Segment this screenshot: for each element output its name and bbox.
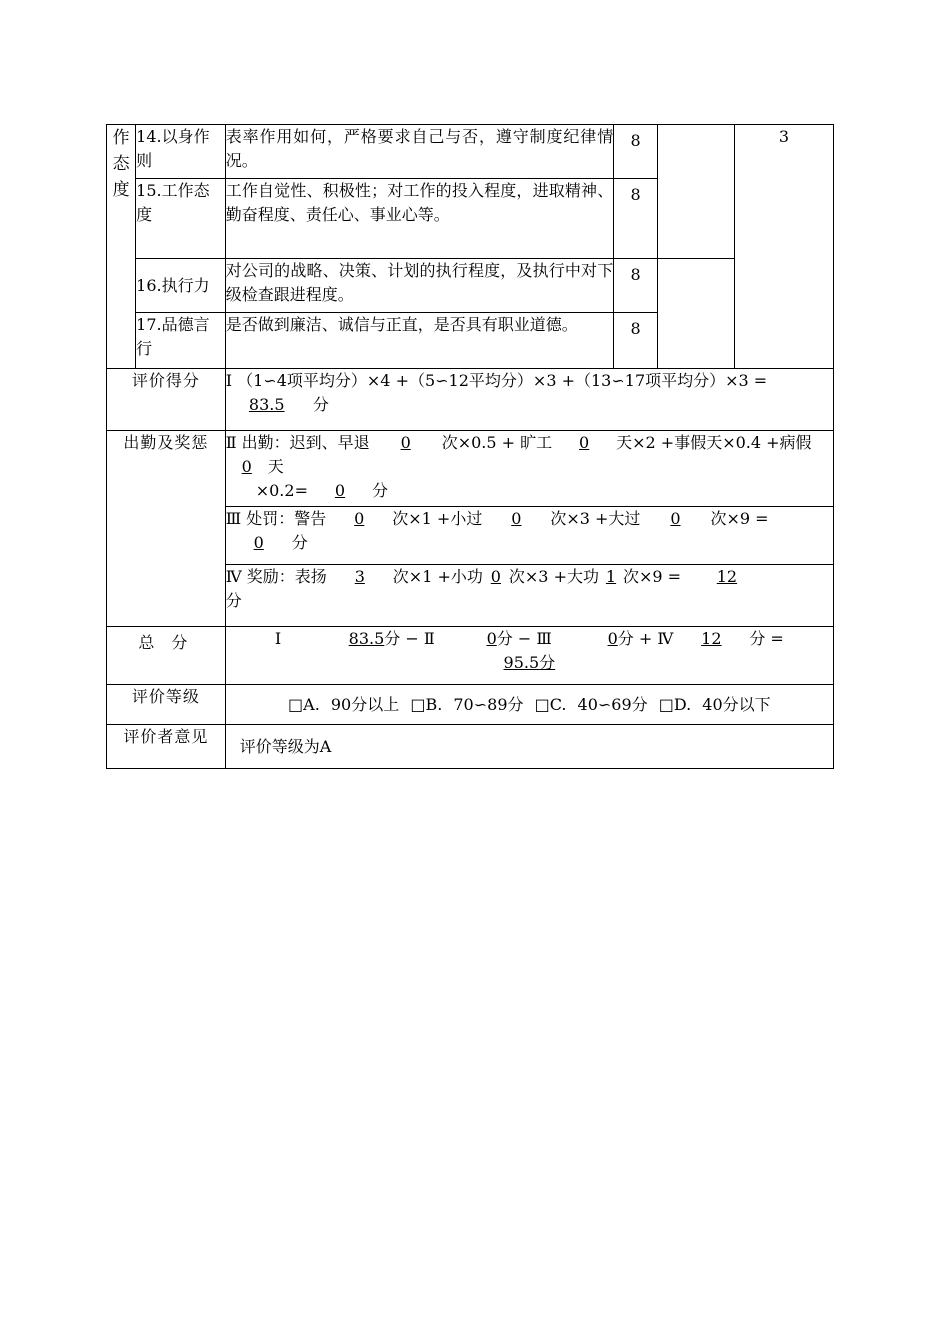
- reward-text: 次×3 +大功: [508, 567, 599, 586]
- attendance-row: [107, 431, 834, 507]
- total-text: 分 − Ⅱ: [384, 629, 435, 648]
- absent-count: 0: [579, 433, 590, 452]
- grade-options: □A. 90分以上 □B. 70∽89分 □C. 40∽69分 □D. 40分以下: [225, 685, 833, 725]
- opinion-label: 评价者意见: [107, 725, 226, 769]
- punishment-text: 次×3 +大过: [550, 509, 641, 528]
- major-count: 0: [670, 509, 681, 528]
- item-description: 工作自觉性、积极性；对工作的投入程度，进取精神、勤奋程度、责任心、事业心等。: [225, 179, 613, 259]
- attendance-label: 出勤及奖惩: [107, 431, 226, 627]
- punishment-text: 分: [291, 533, 308, 552]
- attendance-text: 分: [371, 481, 388, 500]
- attendance-text: Ⅱ 出勤：迟到、早退: [225, 433, 370, 452]
- grade-label: 评价等级: [107, 685, 226, 725]
- praise-count: 3: [354, 567, 365, 586]
- total-part3: 0: [607, 629, 618, 648]
- category-label: 作态度: [112, 128, 130, 200]
- total-final: 95.5: [503, 653, 540, 672]
- eval-score-value: 83.5: [248, 395, 285, 414]
- sick-count: 0: [241, 457, 252, 476]
- eval-score-formula: [225, 369, 833, 431]
- small-merit-count: 0: [490, 567, 501, 586]
- item-score: 8: [614, 259, 658, 313]
- table-row: [107, 259, 834, 313]
- blank-cell: [657, 259, 734, 369]
- total-label-text: 总 分: [138, 633, 194, 652]
- warning-count: 0: [354, 509, 365, 528]
- reward-text: 次×1 +小功: [392, 567, 483, 586]
- punishment-formula: [225, 507, 833, 565]
- item-score: 8: [614, 179, 658, 259]
- reward-formula: [225, 565, 833, 627]
- opinion-text: 评价等级为A: [225, 725, 833, 769]
- total-text: 分 − Ⅲ: [496, 629, 552, 648]
- total-part4: 12: [701, 629, 722, 648]
- attendance-text: 天: [267, 457, 284, 476]
- total-label: [107, 627, 226, 685]
- item-score: 8: [614, 125, 658, 179]
- item-name: 17.品德言行: [136, 313, 226, 369]
- reward-total: 12: [716, 567, 738, 586]
- minor-count: 0: [511, 509, 522, 528]
- weight-cell: 3: [735, 125, 834, 369]
- attendance-total: 0: [334, 481, 346, 500]
- total-row: [107, 627, 834, 685]
- opinion-row: [107, 725, 834, 769]
- attendance-formula: [225, 431, 833, 507]
- punishment-total: 0: [253, 533, 264, 552]
- punishment-text: 次×1 +小过: [392, 509, 483, 528]
- reward-text: 次×9 =: [622, 567, 682, 586]
- eval-score-row: [107, 369, 834, 431]
- total-text: 分 =: [749, 629, 784, 648]
- item-description: 表率作用如何，严格要求自己与否，遵守制度纪律情况。: [225, 125, 613, 179]
- attendance-text: 天×2 +事假天×0.4 +病假: [616, 433, 812, 452]
- total-text: 分: [539, 653, 556, 672]
- eval-score-label: 评价得分: [107, 369, 226, 431]
- eval-score-unit: 分: [312, 395, 329, 414]
- grade-row: [107, 685, 834, 725]
- item-description: 对公司的战略、决策、计划的执行程度，及执行中对下级检查跟进程度。: [225, 259, 613, 313]
- item-score: 8: [614, 313, 658, 369]
- punishment-text: 次×9 =: [710, 509, 769, 528]
- attendance-text: 次×0.5 + 旷工: [441, 433, 553, 452]
- late-count: 0: [400, 433, 411, 452]
- eval-score-text: Ⅰ （1∽4项平均分）×4 +（5∽12平均分）×3 +（13∽17项平均分）×3 =: [225, 371, 768, 390]
- attendance-text: ×0.2=: [255, 481, 308, 500]
- category-cell: [107, 125, 136, 369]
- total-formula: [225, 627, 833, 685]
- item-name: 14.以身作则: [136, 125, 226, 179]
- item-name: 16.执行力: [136, 259, 226, 313]
- punishment-text: Ⅲ 处罚：警告: [225, 509, 327, 528]
- total-text: Ⅰ: [274, 629, 282, 648]
- evaluation-table: [106, 124, 834, 769]
- item-name: 15.工作态度: [136, 179, 226, 259]
- big-merit-count: 1: [605, 567, 617, 586]
- blank-cell: [657, 125, 734, 259]
- reward-text: 分: [225, 591, 242, 610]
- total-part1: 83.5: [348, 629, 385, 648]
- reward-text: Ⅳ 奖励：表扬: [225, 567, 327, 586]
- table-row: [107, 125, 834, 179]
- total-text: 分 + Ⅳ: [617, 629, 674, 648]
- item-description: 是否做到廉洁、诚信与正直，是否具有职业道德。: [225, 313, 613, 369]
- total-part2: 0: [486, 629, 497, 648]
